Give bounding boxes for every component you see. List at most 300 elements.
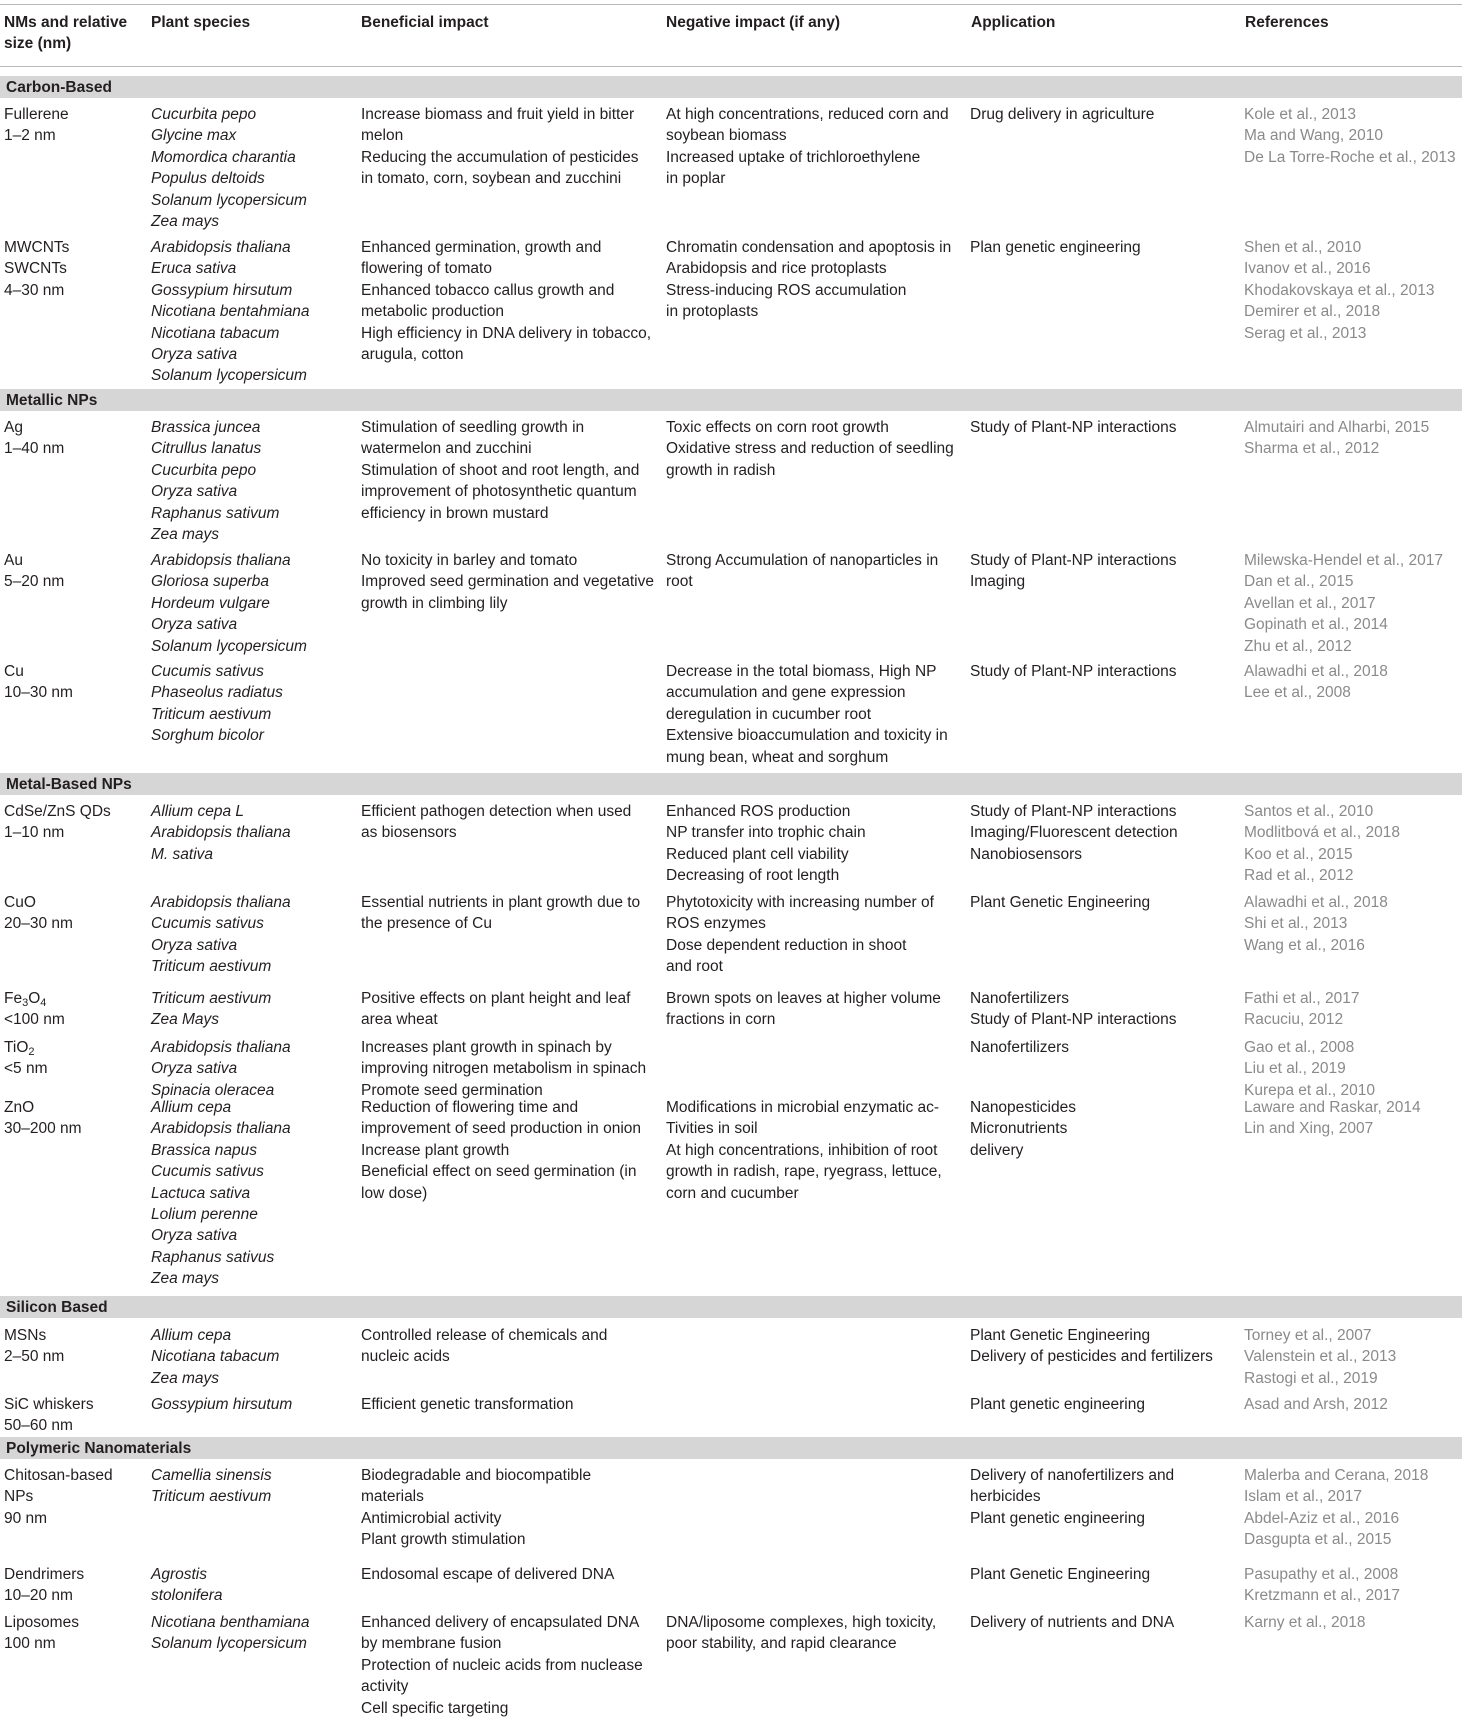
beneficial-cell — [361, 988, 630, 1031]
species-line: Nicotiana tabacum — [151, 1348, 280, 1366]
references-cell — [1244, 1325, 1396, 1389]
negative-line: Stress-inducing ROS accumulation — [666, 281, 907, 299]
nm-line: Au — [4, 552, 23, 569]
negative-line: and root — [666, 958, 723, 976]
beneficial-cell — [361, 1564, 614, 1585]
nm-line: 10–30 nm — [4, 684, 73, 702]
application-line: Delivery of pesticides and fertilizers — [970, 1348, 1213, 1366]
species-line: Raphanus sativus — [151, 1248, 275, 1266]
species-line: Lactuca sativa — [151, 1184, 251, 1202]
negative-line: Arabidopsis and rice protoplasts — [666, 260, 887, 278]
negative-line: Brown spots on leaves at higher volume — [666, 990, 941, 1007]
nm-line: Fullerene — [4, 106, 69, 123]
section-header — [0, 1437, 1462, 1459]
beneficial-line: watermelon and zucchini — [361, 440, 532, 458]
application-line: Nanopesticides — [970, 1099, 1076, 1116]
species-line: Glycine max — [151, 127, 237, 145]
species-cell — [151, 1564, 223, 1607]
species-line: Raphanus sativum — [151, 504, 280, 522]
references-line: Kurepa et al., 2010 — [1244, 1081, 1375, 1099]
references-cell — [1244, 1037, 1375, 1101]
nm-line: Cu — [4, 663, 24, 680]
species-line: Triticum aestivum — [151, 958, 272, 976]
negative-line: deregulation in cucumber root — [666, 705, 872, 723]
species-line: Brassica juncea — [151, 419, 261, 436]
references-line: Lee et al., 2008 — [1244, 684, 1351, 702]
beneficial-line: metabolic production — [361, 303, 505, 321]
negative-line: Phytotoxicity with increasing number of — [666, 894, 934, 911]
header-nm-line-2: size (nm) — [4, 35, 72, 52]
beneficial-line: materials — [361, 1488, 424, 1506]
beneficial-cell — [361, 237, 651, 365]
application-cell — [970, 1325, 1213, 1368]
negative-cell — [666, 1612, 936, 1655]
references-line: Wang et al., 2016 — [1244, 936, 1365, 954]
nm-line: 1–40 nm — [4, 440, 65, 458]
nm-line: 1–10 nm — [4, 824, 65, 842]
beneficial-line: High efficiency in DNA delivery in tobacco, — [361, 324, 652, 342]
application-cell — [970, 801, 1178, 865]
application-cell — [970, 550, 1177, 593]
nm-cell — [4, 104, 69, 147]
negative-line: Toxic effects on corn root growth — [666, 419, 889, 436]
nm-cell — [4, 1465, 113, 1529]
beneficial-line: Beneficial effect on seed germination (in — [361, 1163, 637, 1181]
application-line: Nanobiosensors — [970, 845, 1083, 863]
application-cell — [970, 661, 1177, 682]
negative-line: NP transfer into trophic chain — [666, 824, 866, 842]
negative-line: Dose dependent reduction in shoot — [666, 936, 907, 954]
section-header — [0, 76, 1462, 98]
negative-cell — [666, 892, 934, 978]
references-line: Alawadhi et al., 2018 — [1244, 894, 1388, 911]
references-cell — [1244, 104, 1456, 168]
nm-size: <5 nm — [4, 1060, 48, 1078]
references-cell — [1244, 1612, 1366, 1633]
species-cell — [151, 1097, 291, 1290]
application-line: Plant Genetic Engineering — [970, 1327, 1151, 1344]
application-cell — [970, 237, 1141, 258]
nm-line: MWCNTs — [4, 239, 70, 256]
negative-line: fractions in corn — [666, 1011, 776, 1029]
references-line: Malerba and Cerana, 2018 — [1244, 1467, 1429, 1484]
species-line: Arabidopsis thaliana — [151, 1120, 291, 1138]
nm-line: NPs — [4, 1488, 34, 1506]
application-line: Imaging/Fluorescent detection — [970, 824, 1178, 842]
references-line: Ivanov et al., 2016 — [1244, 260, 1371, 278]
beneficial-line: Reduction of flowering time and — [361, 1099, 579, 1116]
references-line: Laware and Raskar, 2014 — [1244, 1099, 1421, 1116]
application-line: Imaging — [970, 573, 1026, 591]
references-line: Koo et al., 2015 — [1244, 845, 1353, 863]
beneficial-line: growth in climbing lily — [361, 594, 508, 612]
beneficial-line: Increases plant growth in spinach by — [361, 1039, 612, 1056]
application-line: Micronutrients — [970, 1120, 1068, 1138]
references-line: Valenstein et al., 2013 — [1244, 1348, 1397, 1366]
references-line: Avellan et al., 2017 — [1244, 594, 1376, 612]
references-line: Khodakovskaya et al., 2013 — [1244, 281, 1435, 299]
references-line: Gopinath et al., 2014 — [1244, 616, 1388, 634]
species-line: Arabidopsis thaliana — [151, 824, 291, 842]
nm-cell — [4, 1394, 94, 1437]
references-cell — [1244, 1394, 1388, 1415]
references-line: Shi et al., 2013 — [1244, 915, 1348, 933]
beneficial-line: Protection of nucleic acids from nuclease — [361, 1656, 643, 1674]
species-line: Oryza sativa — [151, 1227, 238, 1245]
references-cell — [1244, 988, 1359, 1031]
application-line: Plant genetic engineering — [970, 1396, 1145, 1413]
references-cell — [1244, 1564, 1400, 1607]
negative-line: in protoplasts — [666, 303, 759, 321]
species-line: Oryza sativa — [151, 1060, 238, 1078]
species-line: Lolium perenne — [151, 1206, 258, 1224]
formula-text: Fe — [4, 990, 23, 1007]
header-nm-line-1: NMs and relative — [4, 14, 128, 31]
negative-line: Modifications in microbial enzymatic ac- — [666, 1099, 940, 1116]
references-line: Demirer et al., 2018 — [1244, 303, 1381, 321]
nm-line: 4–30 nm — [4, 281, 65, 299]
nm-formula — [4, 1037, 48, 1058]
species-line: Gossypium hirsutum — [151, 1396, 293, 1413]
beneficial-line: Stimulation of seedling growth in — [361, 419, 585, 436]
nm-line: Liposomes — [4, 1614, 79, 1631]
section-header — [0, 389, 1462, 411]
beneficial-cell — [361, 417, 639, 524]
beneficial-line: the presence of Cu — [361, 915, 492, 933]
references-line: Gao et al., 2008 — [1244, 1039, 1355, 1056]
species-line: Arabidopsis thaliana — [151, 552, 291, 569]
species-line: Camellia sinensis — [151, 1467, 272, 1484]
beneficial-line: nucleic acids — [361, 1348, 450, 1366]
references-line: Kretzmann et al., 2017 — [1244, 1587, 1400, 1605]
application-cell — [970, 1037, 1069, 1058]
species-line: Cucumis sativus — [151, 663, 264, 680]
species-cell — [151, 988, 271, 1031]
references-line: Abdel-Aziz et al., 2016 — [1244, 1509, 1400, 1527]
application-line: Study of Plant-NP interactions — [970, 1011, 1177, 1029]
formula-subscript: 2 — [28, 1046, 35, 1058]
beneficial-cell — [361, 801, 631, 844]
species-line: Agrostis — [151, 1566, 207, 1583]
beneficial-cell — [361, 1612, 643, 1719]
application-line: Study of Plant-NP interactions — [970, 419, 1177, 436]
negative-line: Decreasing of root length — [666, 867, 840, 885]
beneficial-line: melon — [361, 127, 404, 145]
negative-cell — [666, 237, 951, 323]
nm-line: 10–20 nm — [4, 1587, 73, 1605]
beneficial-line: Increase biomass and fruit yield in bitter — [361, 106, 635, 123]
negative-line: At high concentrations, reduced corn and — [666, 106, 949, 123]
species-line: Solanum lycopersicum — [151, 637, 307, 655]
references-line: Islam et al., 2017 — [1244, 1488, 1363, 1506]
application-cell — [970, 1097, 1076, 1161]
species-line: Arabidopsis thaliana — [151, 239, 291, 256]
beneficial-line: Reducing the accumulation of pesticides — [361, 148, 639, 166]
nm-line: Chitosan-based — [4, 1467, 113, 1484]
nm-line: SiC whiskers — [4, 1396, 94, 1413]
negative-cell — [666, 104, 949, 190]
beneficial-line: by membrane fusion — [361, 1635, 502, 1653]
nm-cell — [4, 550, 64, 593]
references-line: Sharma et al., 2012 — [1244, 440, 1380, 458]
beneficial-line: Positive effects on plant height and leaf — [361, 990, 631, 1007]
species-cell — [151, 1325, 279, 1389]
references-line: Dan et al., 2015 — [1244, 573, 1354, 591]
references-line: Almutairi and Alharbi, 2015 — [1244, 419, 1430, 436]
references-cell — [1244, 417, 1429, 460]
references-line: Liu et al., 2019 — [1244, 1060, 1346, 1078]
species-line: Allium cepa — [151, 1327, 232, 1344]
application-line: Plan genetic engineering — [970, 239, 1141, 256]
application-line: herbicides — [970, 1488, 1041, 1506]
negative-cell — [666, 417, 954, 481]
references-line: Asad and Arsh, 2012 — [1244, 1396, 1388, 1413]
species-line: Zea Mays — [151, 1011, 220, 1029]
negative-line: growth in radish — [666, 461, 776, 479]
references-line: Rad et al., 2012 — [1244, 867, 1354, 885]
negative-line: Chromatin condensation and apoptosis in — [666, 239, 952, 256]
species-line: Hordeum vulgare — [151, 594, 270, 612]
references-cell — [1244, 1097, 1421, 1140]
species-line: Zea mays — [151, 526, 220, 544]
beneficial-line: Efficient genetic transformation — [361, 1396, 574, 1413]
beneficial-line: improving nitrogen metabolism in spinach — [361, 1060, 647, 1078]
application-cell — [970, 417, 1177, 438]
species-line: Eruca sativa — [151, 260, 237, 278]
beneficial-line: as biosensors — [361, 824, 457, 842]
application-line: Nanofertilizers — [970, 1039, 1070, 1056]
beneficial-line: Efficient pathogen detection when used — [361, 803, 632, 820]
nm-cell — [4, 801, 111, 844]
formula-text: O — [28, 990, 41, 1007]
beneficial-line: Essential nutrients in plant growth due to — [361, 894, 641, 911]
negative-line: Tivities in soil — [666, 1120, 758, 1138]
species-line: Sorghum bicolor — [151, 727, 264, 745]
species-line: Oryza sativa — [151, 616, 238, 634]
beneficial-line: No toxicity in barley and tomato — [361, 552, 578, 569]
nm-cell — [4, 1612, 79, 1655]
references-line: Torney et al., 2007 — [1244, 1327, 1372, 1344]
species-cell — [151, 1465, 272, 1508]
header-bottom-rule — [0, 66, 1462, 67]
species-cell — [151, 104, 307, 232]
species-line: Oryza sativa — [151, 483, 238, 501]
species-line: Cucumis sativus — [151, 1163, 264, 1181]
negative-line: accumulation and gene expression — [666, 684, 906, 702]
references-line: Pasupathy et al., 2008 — [1244, 1566, 1399, 1583]
beneficial-line: Endosomal escape of delivered DNA — [361, 1566, 615, 1583]
application-line: delivery — [970, 1141, 1024, 1159]
species-line: Arabidopsis thaliana — [151, 894, 291, 911]
species-line: Gossypium hirsutum — [151, 281, 293, 299]
species-cell — [151, 801, 291, 865]
application-line: Delivery of nanofertilizers and — [970, 1467, 1175, 1484]
references-line: Ma and Wang, 2010 — [1244, 127, 1384, 145]
negative-cell — [666, 801, 866, 887]
beneficial-cell — [361, 104, 638, 190]
negative-line: root — [666, 573, 693, 591]
header-nm-size — [4, 12, 127, 54]
application-line: Drug delivery in agriculture — [970, 106, 1155, 123]
nm-line: MSNs — [4, 1327, 47, 1344]
species-line: Citrullus lanatus — [151, 440, 262, 458]
application-line: Nanofertilizers — [970, 990, 1070, 1007]
species-line: Zea mays — [151, 213, 220, 231]
nm-line: 1–2 nm — [4, 127, 56, 145]
references-line: De La Torre-Roche et al., 2013 — [1244, 148, 1456, 166]
formula-subscript: 3 — [22, 997, 29, 1009]
nm-line: 2–50 nm — [4, 1348, 65, 1366]
species-line: Zea mays — [151, 1270, 220, 1288]
header-negative-impact: Negative impact (if any) — [666, 14, 840, 31]
negative-line: Extensive bioaccumulation and toxicity in — [666, 727, 948, 745]
beneficial-line: improvement of photosynthetic quantum — [361, 483, 637, 501]
header-beneficial-impact: Beneficial impact — [361, 14, 489, 31]
nm-formula — [4, 988, 65, 1009]
references-cell — [1244, 550, 1443, 657]
application-line: Plant genetic engineering — [970, 1509, 1145, 1527]
negative-cell — [666, 661, 948, 768]
species-cell — [151, 550, 307, 657]
species-line: Cucumis sativus — [151, 915, 264, 933]
beneficial-line: Biodegradable and biocompatible — [361, 1467, 592, 1484]
beneficial-line: Plant growth stimulation — [361, 1531, 526, 1549]
application-line: Study of Plant-NP interactions — [970, 663, 1177, 680]
beneficial-line: arugula, cotton — [361, 346, 464, 364]
beneficial-line: Antimicrobial activity — [361, 1509, 502, 1527]
nm-cell — [4, 1097, 82, 1140]
references-cell — [1244, 1465, 1428, 1551]
references-cell — [1244, 801, 1400, 887]
references-line: Lin and Xing, 2007 — [1244, 1120, 1374, 1138]
species-line: Nicotiana tabacum — [151, 324, 280, 342]
species-line: Phaseolus radiatus — [151, 684, 283, 702]
negative-cell — [666, 988, 941, 1031]
application-line: Delivery of nutrients and DNA — [970, 1614, 1175, 1631]
negative-line: DNA/liposome complexes, high toxicity, — [666, 1614, 937, 1631]
negative-line: Reduced plant cell viability — [666, 845, 849, 863]
beneficial-line: in tomato, corn, soybean and zucchini — [361, 170, 622, 188]
formula-subscript: 4 — [40, 997, 47, 1009]
beneficial-line: Enhanced germination, growth and — [361, 239, 602, 256]
negative-line: At high concentrations, inhibition of root — [666, 1141, 938, 1159]
references-line: Kole et al., 2013 — [1244, 106, 1357, 123]
negative-line: Enhanced ROS production — [666, 803, 851, 820]
species-line: Brassica napus — [151, 1141, 257, 1159]
section-title: Polymeric Nanomaterials — [6, 1440, 192, 1457]
nm-line: 30–200 nm — [4, 1120, 82, 1138]
header-application: Application — [971, 14, 1056, 31]
negative-line: poor stability, and rapid clearance — [666, 1635, 897, 1653]
negative-line: Strong Accumulation of nanoparticles in — [666, 552, 939, 569]
references-line: Zhu et al., 2012 — [1244, 637, 1352, 655]
species-line: Nicotiana benthamiana — [151, 1614, 310, 1631]
species-line: Triticum aestivum — [151, 990, 272, 1007]
nm-line: 100 nm — [4, 1635, 56, 1653]
species-line: Triticum aestivum — [151, 705, 272, 723]
section-title: Silicon Based — [6, 1299, 108, 1316]
species-line: Cucurbita pepo — [151, 461, 257, 479]
nm-line: Ag — [4, 419, 23, 436]
negative-cell — [666, 550, 938, 593]
section-header — [0, 773, 1462, 795]
application-cell — [970, 892, 1150, 913]
references-line: Rastogi et al., 2019 — [1244, 1369, 1378, 1387]
beneficial-cell — [361, 1465, 591, 1551]
beneficial-line: area wheat — [361, 1011, 438, 1029]
beneficial-cell — [361, 1325, 607, 1368]
references-cell — [1244, 661, 1388, 704]
beneficial-cell — [361, 550, 654, 614]
nm-line: ZnO — [4, 1099, 35, 1116]
nm-line: Dendrimers — [4, 1566, 85, 1583]
application-cell — [970, 1564, 1150, 1585]
references-cell — [1244, 237, 1434, 344]
species-line: Momordica charantia — [151, 148, 296, 166]
table-top-rule — [0, 4, 1462, 5]
nm-line: 50–60 nm — [4, 1417, 73, 1435]
species-line: Gloriosa superba — [151, 573, 270, 591]
negative-line: corn and cucumber — [666, 1184, 799, 1202]
nm-cell — [4, 1037, 48, 1080]
formula-text: TiO — [4, 1039, 29, 1056]
beneficial-cell — [361, 1037, 646, 1101]
beneficial-line: efficiency in brown mustard — [361, 504, 549, 522]
species-cell — [151, 1394, 292, 1415]
species-cell — [151, 661, 283, 747]
application-cell — [970, 1394, 1145, 1415]
nm-cell — [4, 988, 65, 1031]
beneficial-line: Enhanced tobacco callus growth and — [361, 281, 615, 299]
references-line: Alawadhi et al., 2018 — [1244, 663, 1388, 680]
negative-line: Oxidative stress and reduction of seedling — [666, 440, 954, 458]
species-cell — [151, 1612, 310, 1655]
beneficial-cell — [361, 1394, 574, 1415]
negative-line: ROS enzymes — [666, 915, 766, 933]
section-header — [0, 1296, 1462, 1318]
species-line: Solanum lycopersicum — [151, 1635, 307, 1653]
negative-line: in poplar — [666, 170, 726, 188]
references-line: Fathi et al., 2017 — [1244, 990, 1360, 1007]
nm-line: SWCNTs — [4, 260, 67, 278]
application-cell — [970, 988, 1177, 1031]
nm-cell — [4, 892, 73, 935]
beneficial-cell — [361, 1097, 641, 1204]
application-cell — [970, 1465, 1174, 1529]
application-cell — [970, 104, 1154, 125]
section-title: Carbon-Based — [6, 79, 112, 96]
nm-cell — [4, 1325, 64, 1368]
species-line: Allium cepa L — [151, 803, 245, 820]
species-line: Solanum lycopersicum — [151, 367, 307, 385]
references-line: Shen et al., 2010 — [1244, 239, 1362, 256]
species-line: Triticum aestivum — [151, 1488, 272, 1506]
references-line: Modlitbová et al., 2018 — [1244, 824, 1400, 842]
species-line: stolonifera — [151, 1587, 223, 1605]
beneficial-line: activity — [361, 1678, 409, 1696]
section-title: Metallic NPs — [6, 392, 98, 409]
species-cell — [151, 892, 291, 978]
negative-line: mung bean, wheat and sorghum — [666, 748, 889, 766]
species-line: Oryza sativa — [151, 936, 238, 954]
references-line: Santos et al., 2010 — [1244, 803, 1374, 820]
negative-line: Increased uptake of trichloroethylene — [666, 148, 921, 166]
application-line: Study of Plant-NP interactions — [970, 552, 1177, 569]
negative-line: Decrease in the total biomass, High NP — [666, 663, 937, 680]
species-line: M. sativa — [151, 845, 214, 863]
application-line: Plant Genetic Engineering — [970, 894, 1151, 911]
header-references: References — [1245, 14, 1329, 31]
